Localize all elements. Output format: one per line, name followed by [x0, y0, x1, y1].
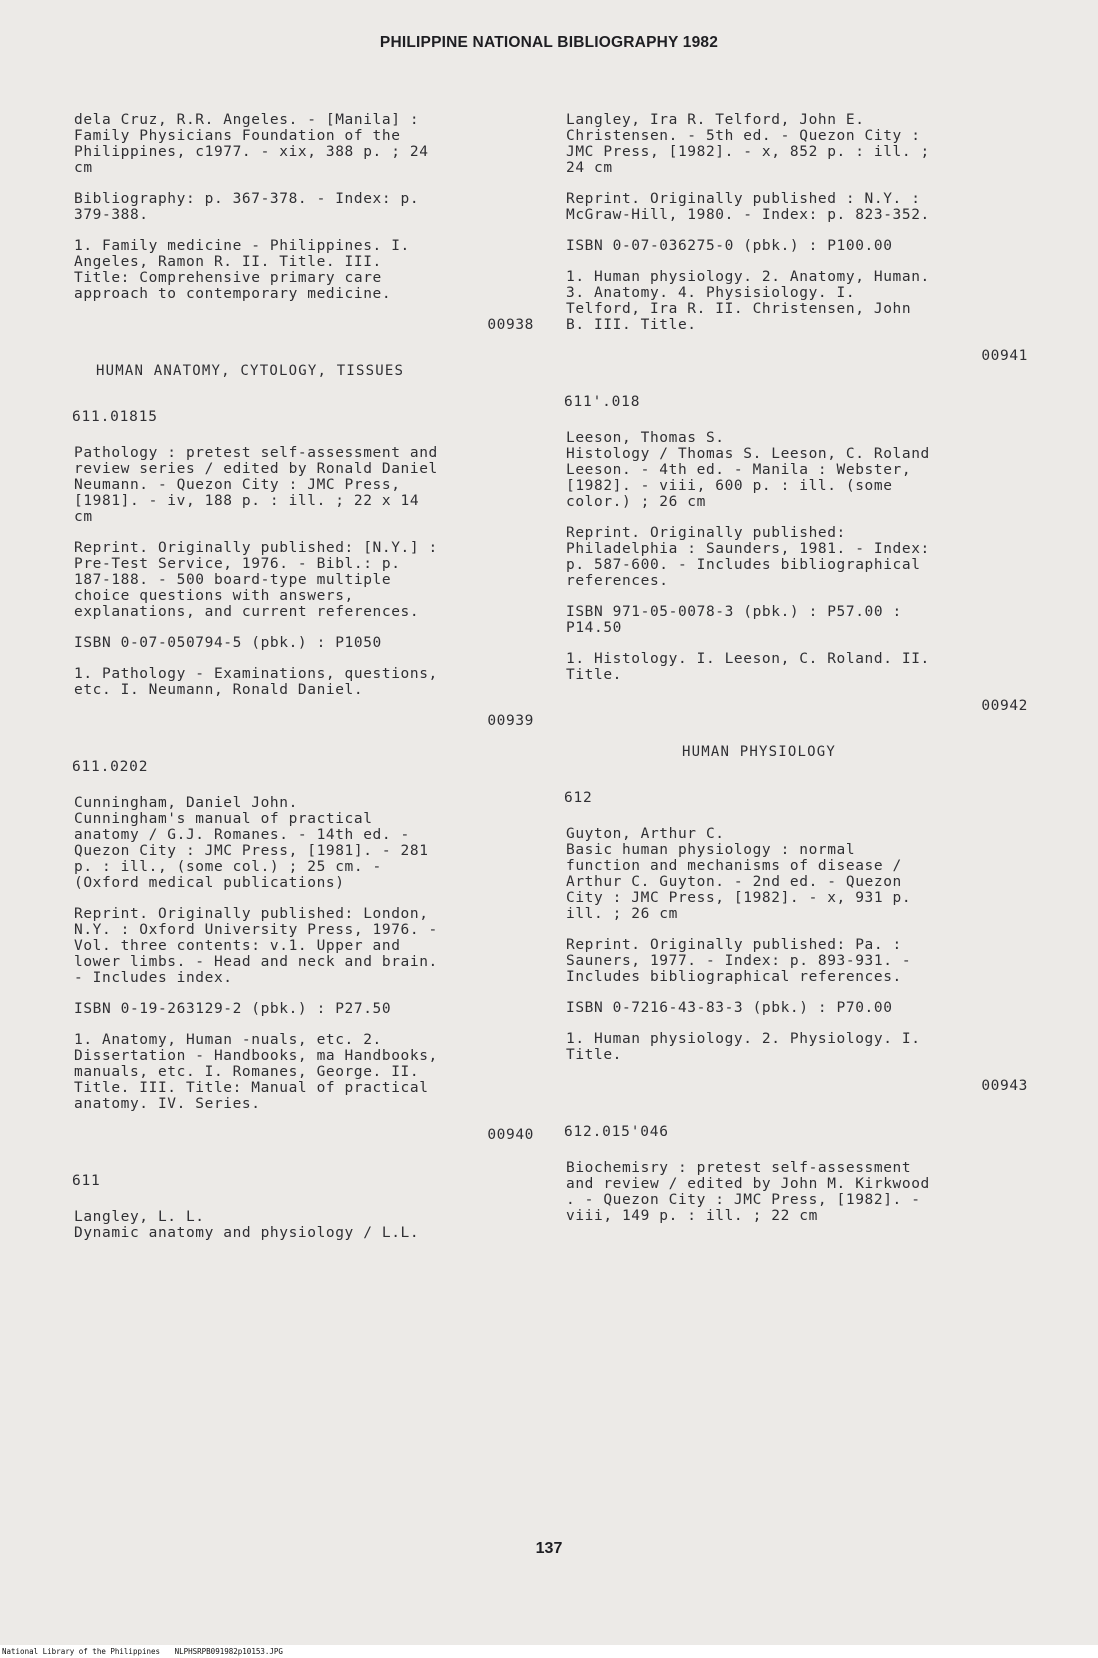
- entry-subjects: 1. Human physiology. 2. Physiology. I. Title.: [566, 1031, 921, 1063]
- entry-note: Reprint. Originally published: Philadelphia : Saunders, 1981. - Index: p. 587-600. - Includes bibliographical references.: [566, 525, 930, 589]
- section-heading: HUMAN PHYSIOLOGY: [682, 744, 837, 760]
- entry-description: Guyton, Arthur C. Basic human physiology : normal function and mechanisms of disease / Arthur C. Guyton. - 2nd ed. - Quezon City : JMC Press, [1982]. - x, 931 p. ill. ; 26 cm: [566, 826, 912, 922]
- entry-description: Langley, L. L. Dynamic anatomy and physiology / L.L.: [74, 1209, 420, 1241]
- entry-note: Reprint. Originally published: London, N.Y. : Oxford University Press, 1976. - Vol. three contents: v.1. Upper and lower limbs. - Head and neck and brain. - Includes index.: [74, 906, 438, 986]
- entry-isbn: ISBN 0-07-036275-0 (pbk.) : P100.00: [566, 238, 893, 254]
- entry-00943: [566, 826, 1028, 1094]
- entry-description: Leeson, Thomas S. Histology / Thomas S. Leeson, C. Roland Leeson. - 4th ed. - Manila : Webster, [1982]. - viii, 600 p. : ill. (some color.) ; 26 cm: [566, 430, 930, 510]
- entry-isbn: ISBN 0-19-263129-2 (pbk.) : P27.50: [74, 1001, 392, 1017]
- entry-00938: [74, 112, 534, 333]
- entry-isbn: ISBN 971-05-0078-3 (pbk.) : P57.00 : P14.50: [566, 604, 902, 636]
- entry-subjects: 1. Histology. I. Leeson, C. Roland. II. Title.: [566, 651, 930, 683]
- entry-00939: [74, 445, 534, 729]
- classification-number: 612: [564, 790, 593, 806]
- entry-number: 00943: [981, 1078, 1028, 1094]
- entry-00941: [566, 112, 1028, 364]
- section-heading: HUMAN ANATOMY, CYTOLOGY, TISSUES: [96, 363, 405, 379]
- entry-isbn: ISBN 0-7216-43-83-3 (pbk.) : P70.00: [566, 1000, 893, 1016]
- classification-number: 611.0202: [72, 759, 149, 775]
- entry-00941-start: [74, 1209, 534, 1241]
- entry-number: 00942: [981, 698, 1028, 714]
- entry-subjects: 1. Human physiology. 2. Anatomy, Human. 3. Anatomy. 4. Physisiology. I. Telford, Ira R. II. Christensen, John B. III. Title.: [566, 269, 930, 333]
- entry-description: Langley, Ira R. Telford, John E. Christensen. - 5th ed. - Quezon City : JMC Press, [1982]. - x, 852 p. : ill. ; 24 cm: [566, 112, 930, 176]
- entry-00940: [74, 795, 534, 1143]
- classification-number: 611.01815: [72, 409, 158, 425]
- classification-number: 612.015'046: [564, 1124, 669, 1140]
- entry-subjects: 1. Anatomy, Human -nuals, etc. 2. Dissertation - Handbooks, ma Handbooks, manuals, etc. I. Romanes, George. II. Title. III. Title: Manual of practical anatomy. IV. Series.: [74, 1032, 438, 1112]
- page-number: 137: [535, 1540, 563, 1557]
- entry-description: dela Cruz, R.R. Angeles. - [Manila] : Family Physicians Foundation of the Philippines, c1977. - xix, 388 p. ; 24 cm: [74, 112, 429, 176]
- footer-file: NLPHSRPB091982p10153.JPG: [174, 1647, 283, 1656]
- entry-number: 00940: [487, 1127, 534, 1143]
- right-column: [566, 112, 1028, 1239]
- footer-library: National Library of the Philippines: [2, 1647, 161, 1656]
- classification-number: 611'.018: [564, 394, 641, 410]
- entry-number: 00938: [487, 317, 534, 333]
- entry-number: 00939: [487, 713, 534, 729]
- entry-description: Cunningham, Daniel John. Cunningham's manual of practical anatomy / G.J. Romanes. - 14th ed. - Quezon City : JMC Press, [1981]. - 281 p. : ill., (some col.) ; 25 cm. - (Oxford medical publications): [74, 795, 429, 891]
- entry-note: Reprint. Originally published: [N.Y.] : Pre-Test Service, 1976. - Bibl.: p. 187-188. - 500 board-type multiple choice questions with answers, explanations, and current references.: [74, 540, 438, 620]
- left-column: [74, 112, 534, 1256]
- page-header: PHILIPPINE NATIONAL BIBLIOGRAPHY 1982: [379, 34, 719, 51]
- scan-footer: [0, 1645, 1098, 1658]
- entry-subjects: 1. Family medicine - Philippines. I. Angeles, Ramon R. II. Title. III. Title: Comprehensive primary care approach to contemporary medicine.: [74, 238, 410, 302]
- entry-note: Reprint. Originally published: Pa. : Sauners, 1977. - Index: p. 893-931. - Includes bibliographical references.: [566, 937, 912, 985]
- entry-00944-start: [566, 1160, 1028, 1224]
- entry-note: Bibliography: p. 367-378. - Index: p. 379-388.: [74, 191, 420, 223]
- entry-00942: [566, 430, 1028, 714]
- entry-number: 00941: [981, 348, 1028, 364]
- entry-isbn: ISBN 0-07-050794-5 (pbk.) : P1050: [74, 635, 382, 651]
- entry-description: Pathology : pretest self-assessment and review series / edited by Ronald Daniel Neumann. - Quezon City : JMC Press, [1981]. - iv, 188 p. : ill. ; 22 x 14 cm: [74, 445, 438, 525]
- entry-description: Biochemisry : pretest self-assessment and review / edited by John M. Kirkwood . - Quezon City : JMC Press, [1982]. - viii, 149 p. : ill. ; 22 cm: [566, 1160, 930, 1224]
- entry-note: Reprint. Originally published : N.Y. : McGraw-Hill, 1980. - Index: p. 823-352.: [566, 191, 930, 223]
- entry-subjects: 1. Pathology - Examinations, questions, etc. I. Neumann, Ronald Daniel.: [74, 666, 438, 698]
- classification-number: 611: [72, 1173, 101, 1189]
